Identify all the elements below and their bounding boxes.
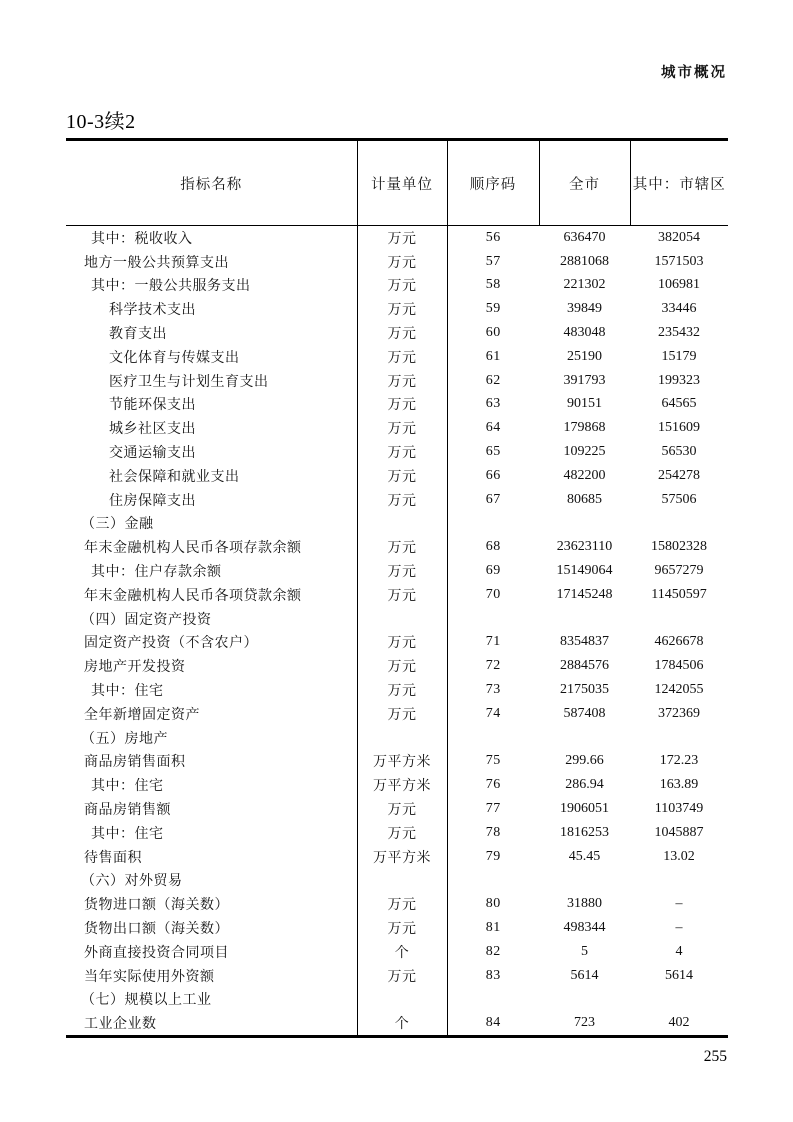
sequence-code-cell: 58 (447, 274, 539, 298)
sequence-code-cell: 74 (447, 702, 539, 726)
sequence-code-cell: 56 (447, 226, 539, 250)
table-row (66, 393, 728, 417)
indicator-name: 年末金融机构人民币各项存款余额 (84, 541, 302, 557)
indicator-name: （五）房地产 (81, 731, 168, 747)
indicator-name: 科学技术支出 (109, 303, 196, 319)
sequence-code-cell (447, 607, 539, 631)
citywide-value: 17145248 (556, 586, 613, 602)
statistics-table (66, 138, 728, 1038)
citywide-value: 1816253 (560, 824, 609, 840)
section-row (66, 869, 728, 893)
table-row (66, 416, 728, 440)
col-header-sequence-code: 顺序码 (447, 140, 539, 226)
unit-cell: 万元 (357, 416, 447, 440)
unit-cell: 万元 (357, 274, 447, 298)
district-value: 106981 (658, 277, 700, 293)
unit-cell: 万元 (357, 535, 447, 559)
table-row (66, 678, 728, 702)
district-value: – (675, 896, 683, 912)
unit-cell: 万元 (357, 583, 447, 607)
table-number-title: 10-3续2 (66, 111, 136, 133)
sequence-code-cell (447, 512, 539, 536)
citywide-value: 8354837 (560, 634, 609, 650)
sequence-code-cell (447, 869, 539, 893)
table-row (66, 964, 728, 988)
sequence-code-cell: 69 (447, 559, 539, 583)
indicator-name: 交通运输支出 (109, 446, 196, 462)
citywide-value: 80685 (567, 491, 602, 507)
citywide-value: 498344 (563, 920, 606, 935)
district-value: 235432 (658, 325, 700, 341)
sequence-code-cell: 64 (447, 416, 539, 440)
citywide-value: 636470 (563, 229, 606, 245)
unit-cell: 个 (357, 1011, 447, 1036)
district-value: 402 (668, 1015, 690, 1031)
citywide-value: 39849 (567, 301, 602, 317)
indicator-name: 其中：住宅 (91, 684, 164, 700)
citywide-value: 90151 (567, 396, 602, 412)
unit-cell: 万元 (357, 821, 447, 845)
citywide-value (539, 726, 630, 750)
indicator-name: 工业企业数 (84, 1017, 157, 1033)
unit-cell: 万元 (357, 559, 447, 583)
indicator-name: 文化体育与传媒支出 (109, 350, 240, 366)
citywide-value: 5 (581, 943, 588, 959)
district-value: 15179 (661, 348, 697, 364)
district-value: 1784506 (654, 658, 704, 674)
citywide-value: 723 (574, 1015, 595, 1031)
citywide-value: 15149064 (556, 563, 613, 579)
unit-cell: 万元 (357, 488, 447, 512)
sequence-code-cell (447, 988, 539, 1012)
unit-cell: 万元 (357, 702, 447, 726)
district-value: 64565 (661, 396, 697, 412)
sequence-code-cell: 77 (447, 797, 539, 821)
table-row (66, 488, 728, 512)
indicator-name: 商品房销售额 (84, 803, 171, 819)
district-value: 33446 (661, 301, 697, 317)
unit-cell: 万元 (357, 916, 447, 940)
district-value: 11450597 (651, 586, 707, 602)
col-header-citywide: 全市 (539, 140, 630, 226)
sequence-code-cell: 60 (447, 321, 539, 345)
district-value: 163.89 (659, 777, 699, 793)
table-row (66, 321, 728, 345)
district-value: 199323 (658, 372, 700, 388)
table-row (66, 916, 728, 940)
indicator-name: 其中：税收收入 (91, 231, 193, 247)
table-row (66, 892, 728, 916)
citywide-value: 31880 (567, 896, 602, 912)
sequence-code-cell: 68 (447, 535, 539, 559)
sequence-code-cell: 59 (447, 297, 539, 321)
indicator-name: 外商直接投资合同项目 (84, 945, 229, 961)
indicator-name: 全年新增固定资产 (84, 707, 200, 723)
indicator-name: 年末金融机构人民币各项贷款余额 (84, 588, 302, 604)
indicator-name: 地方一般公共预算支出 (84, 255, 229, 271)
district-value (630, 607, 728, 631)
running-header: 城市概况 (661, 65, 727, 81)
unit-cell: 万元 (357, 964, 447, 988)
sequence-code-cell (447, 726, 539, 750)
unit-cell (357, 869, 447, 893)
citywide-value: 2881068 (560, 253, 609, 269)
citywide-value: 23623110 (556, 539, 613, 555)
indicator-name: 住房保障支出 (109, 493, 196, 509)
indicator-name: 城乡社区支出 (109, 422, 196, 438)
citywide-value (539, 988, 630, 1012)
district-value: 1103749 (654, 801, 704, 817)
table-row (66, 1011, 728, 1036)
district-value: 172.23 (659, 753, 699, 769)
citywide-value: 2175035 (560, 682, 609, 698)
sequence-code-cell: 57 (447, 250, 539, 274)
unit-cell (357, 512, 447, 536)
unit-cell: 万元 (357, 369, 447, 393)
indicator-name: 其中：住宅 (91, 826, 164, 842)
district-value (630, 512, 728, 536)
unit-cell: 万元 (357, 678, 447, 702)
table-row (66, 821, 728, 845)
citywide-value: 221302 (563, 277, 606, 293)
unit-cell: 万元 (357, 393, 447, 417)
table-row (66, 369, 728, 393)
unit-cell (357, 607, 447, 631)
unit-cell: 万元 (357, 345, 447, 369)
indicator-name: 其中：住户存款余额 (91, 565, 222, 581)
sequence-code-cell: 63 (447, 393, 539, 417)
citywide-value (539, 512, 630, 536)
indicator-name: 其中：一般公共服务支出 (91, 279, 251, 295)
district-value (630, 726, 728, 750)
sequence-code-cell: 67 (447, 488, 539, 512)
sequence-code-cell: 65 (447, 440, 539, 464)
sequence-code-cell: 80 (447, 892, 539, 916)
citywide-value: 25190 (567, 348, 602, 364)
sequence-code-cell: 73 (447, 678, 539, 702)
citywide-value: 2884576 (560, 658, 609, 674)
indicator-name: 固定资产投资（不含农户） (84, 636, 258, 652)
district-value (630, 988, 728, 1012)
sequence-code-cell: 75 (447, 750, 539, 774)
table-row (66, 750, 728, 774)
indicator-name: （三）金融 (81, 517, 154, 533)
district-value: 1571503 (654, 253, 704, 269)
unit-cell: 个 (357, 940, 447, 964)
district-value: 9657279 (654, 563, 704, 579)
sequence-code-cell: 70 (447, 583, 539, 607)
district-value: 382054 (658, 229, 700, 245)
sequence-code-cell: 71 (447, 631, 539, 655)
sequence-code-cell: 78 (447, 821, 539, 845)
citywide-value: 299.66 (565, 753, 604, 769)
table-row (66, 702, 728, 726)
table-row (66, 226, 728, 250)
district-value (630, 869, 728, 893)
table-row (66, 535, 728, 559)
table-row (66, 773, 728, 797)
col-header-unit: 计量单位 (357, 140, 447, 226)
indicator-name: （六）对外贸易 (81, 874, 183, 890)
sequence-code-cell: 79 (447, 845, 539, 869)
sequence-code-cell: 61 (447, 345, 539, 369)
page-number: 255 (703, 1048, 727, 1065)
indicator-name: 教育支出 (109, 327, 167, 343)
citywide-value: 45.45 (568, 848, 601, 864)
citywide-value (539, 607, 630, 631)
district-value: – (675, 920, 683, 935)
sequence-code-cell: 81 (447, 916, 539, 940)
citywide-value: 391793 (563, 372, 606, 388)
district-value: 151609 (658, 420, 700, 436)
unit-cell: 万元 (357, 654, 447, 678)
indicator-name: 房地产开发投资 (84, 660, 186, 676)
sequence-code-cell: 62 (447, 369, 539, 393)
citywide-value: 5614 (570, 967, 599, 983)
unit-cell: 万元 (357, 250, 447, 274)
table-body (66, 226, 728, 1037)
section-row (66, 988, 728, 1012)
indicator-name: （七）规模以上工业 (81, 993, 212, 1009)
header-row (66, 140, 728, 226)
unit-cell: 万平方米 (357, 773, 447, 797)
section-row (66, 726, 728, 750)
citywide-value: 482200 (563, 467, 606, 483)
district-value: 254278 (658, 467, 700, 483)
table-row (66, 250, 728, 274)
citywide-value: 1906051 (560, 801, 609, 817)
unit-cell: 万元 (357, 226, 447, 250)
sequence-code-cell: 72 (447, 654, 539, 678)
sequence-code-cell: 76 (447, 773, 539, 797)
sequence-code-cell: 66 (447, 464, 539, 488)
indicator-name: 商品房销售面积 (84, 755, 186, 771)
district-value: 4626678 (654, 634, 704, 650)
district-value: 13.02 (663, 848, 695, 864)
unit-cell: 万元 (357, 464, 447, 488)
indicator-name: 节能环保支出 (109, 398, 196, 414)
district-value: 1242055 (654, 682, 704, 698)
table-row (66, 654, 728, 678)
indicator-name: （四）固定资产投资 (81, 612, 212, 628)
table-row (66, 583, 728, 607)
indicator-name: 货物出口额（海关数） (84, 922, 229, 937)
table-row (66, 845, 728, 869)
unit-cell: 万元 (357, 631, 447, 655)
section-row (66, 512, 728, 536)
section-row (66, 607, 728, 631)
citywide-value: 286.94 (565, 777, 604, 793)
table-row (66, 631, 728, 655)
unit-cell: 万元 (357, 797, 447, 821)
sequence-code-cell: 83 (447, 964, 539, 988)
citywide-value: 109225 (563, 444, 606, 460)
col-header-districts: 其中：市辖区 (630, 140, 728, 226)
district-value: 1045887 (654, 824, 704, 840)
citywide-value (539, 869, 630, 893)
table-row (66, 940, 728, 964)
unit-cell (357, 726, 447, 750)
district-value: 4 (675, 943, 683, 959)
unit-cell: 万平方米 (357, 845, 447, 869)
table-row (66, 559, 728, 583)
sequence-code-cell: 84 (447, 1011, 539, 1036)
table-row (66, 464, 728, 488)
unit-cell: 万元 (357, 297, 447, 321)
unit-cell (357, 988, 447, 1012)
district-value: 372369 (658, 705, 700, 721)
citywide-value: 483048 (563, 325, 606, 341)
indicator-name: 其中：住宅 (91, 779, 164, 795)
unit-cell: 万元 (357, 892, 447, 916)
table-row (66, 797, 728, 821)
district-value: 5614 (665, 967, 693, 983)
sequence-code-cell: 82 (447, 940, 539, 964)
indicator-name: 货物进口额（海关数） (84, 898, 229, 914)
unit-cell: 万元 (357, 440, 447, 464)
indicator-name: 医疗卫生与计划生育支出 (109, 374, 269, 390)
table-row (66, 440, 728, 464)
district-value: 15802328 (651, 539, 707, 555)
table-row (66, 274, 728, 298)
district-value: 57506 (661, 491, 697, 507)
table-row (66, 345, 728, 369)
indicator-name: 社会保障和就业支出 (109, 469, 240, 485)
unit-cell: 万元 (357, 321, 447, 345)
table-row (66, 297, 728, 321)
citywide-value: 587408 (563, 705, 606, 721)
indicator-name: 待售面积 (84, 850, 142, 866)
col-header-indicator-name: 指标名称 (66, 140, 357, 226)
district-value: 56530 (661, 444, 697, 460)
unit-cell: 万平方米 (357, 750, 447, 774)
indicator-name: 当年实际使用外资额 (84, 969, 215, 985)
citywide-value: 179868 (563, 420, 606, 436)
